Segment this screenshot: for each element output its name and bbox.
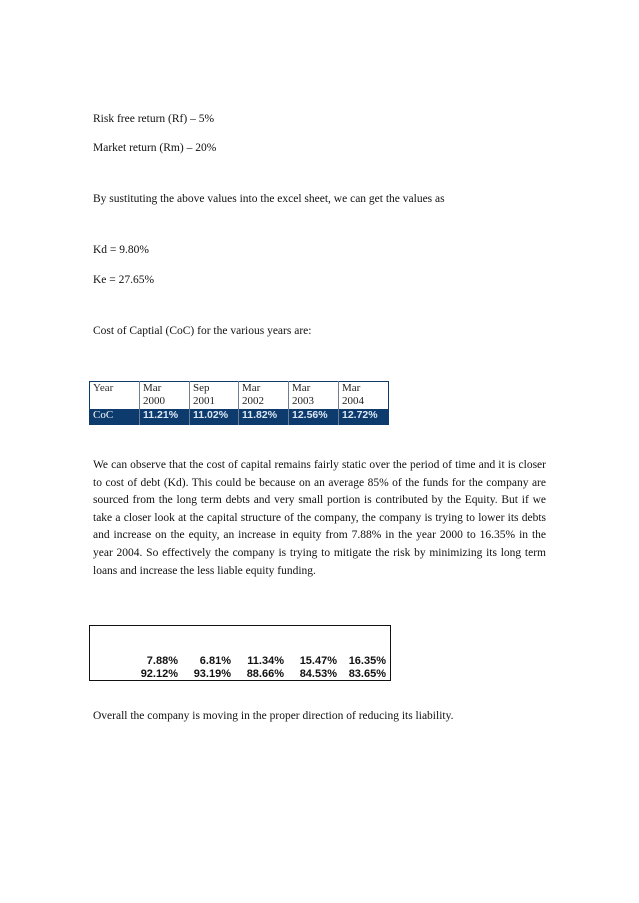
capital-structure-table <box>89 625 391 681</box>
debt-cell: 92.12% <box>140 668 178 680</box>
conclusion-line: Overall the company is moving in the proper direction of reducing its liability. <box>93 710 454 722</box>
debt-cell: 88.66% <box>246 668 284 680</box>
coc-intro-line: Cost of Captial (CoC) for the various years are: <box>93 325 312 337</box>
year-label-cell: Year <box>90 382 140 410</box>
coc-label-cell: CoC <box>90 409 140 425</box>
equity-cell: 6.81% <box>199 655 231 667</box>
market-return-line: Market return (Rm) – 20% <box>93 142 217 154</box>
year-cell: Mar 2000 <box>140 382 190 410</box>
year-cell: Sep 2001 <box>190 382 239 410</box>
equity-cell: 11.34% <box>247 655 284 667</box>
coc-value-cell: 11.21% <box>140 409 190 425</box>
debt-cell: 93.19% <box>193 668 231 680</box>
equity-cell: 7.88% <box>146 655 178 667</box>
debt-cell: 83.65% <box>348 668 386 680</box>
analysis-paragraph: We can observe that the cost of capital remains fairly static over the period of time and it is closer to cost of debt (Kd). This could be because on an average 85% of the funds for the company are sourced from the long term debts and very small portion is contributed by the Equity. But if we take a closer look at the capital structure of the company, the company is trying to lower its debts and increase on the equity, an increase in equity from 7.88% in the year 2000 to 16.35% in the year 2004. So effectively the company is trying to mitigate the risk by minimizing its long term loans and increase the less liable equity funding. <box>93 459 546 577</box>
risk-free-return-line: Risk free return (Rf) – 5% <box>93 113 215 125</box>
kd-value-line: Kd = 9.80% <box>93 244 149 256</box>
substituting-line: By sustituting the above values into the excel sheet, we can get the values as <box>93 193 445 205</box>
coc-year-row <box>90 382 389 410</box>
equity-cell: 15.47% <box>299 655 337 667</box>
coc-value-row <box>90 409 389 425</box>
equity-cell: 16.35% <box>348 655 386 667</box>
ke-value-line: Ke = 27.65% <box>93 274 155 286</box>
coc-value-cell: 12.56% <box>289 409 339 425</box>
debt-cell: 84.53% <box>299 668 337 680</box>
coc-value-cell: 11.02% <box>190 409 239 425</box>
coc-table <box>89 381 389 425</box>
year-cell: Mar 2002 <box>239 382 289 410</box>
coc-value-cell: 12.72% <box>339 409 389 425</box>
coc-value-cell: 11.82% <box>239 409 289 425</box>
year-cell: Mar 2003 <box>289 382 339 410</box>
year-cell: Mar 2004 <box>339 382 389 410</box>
